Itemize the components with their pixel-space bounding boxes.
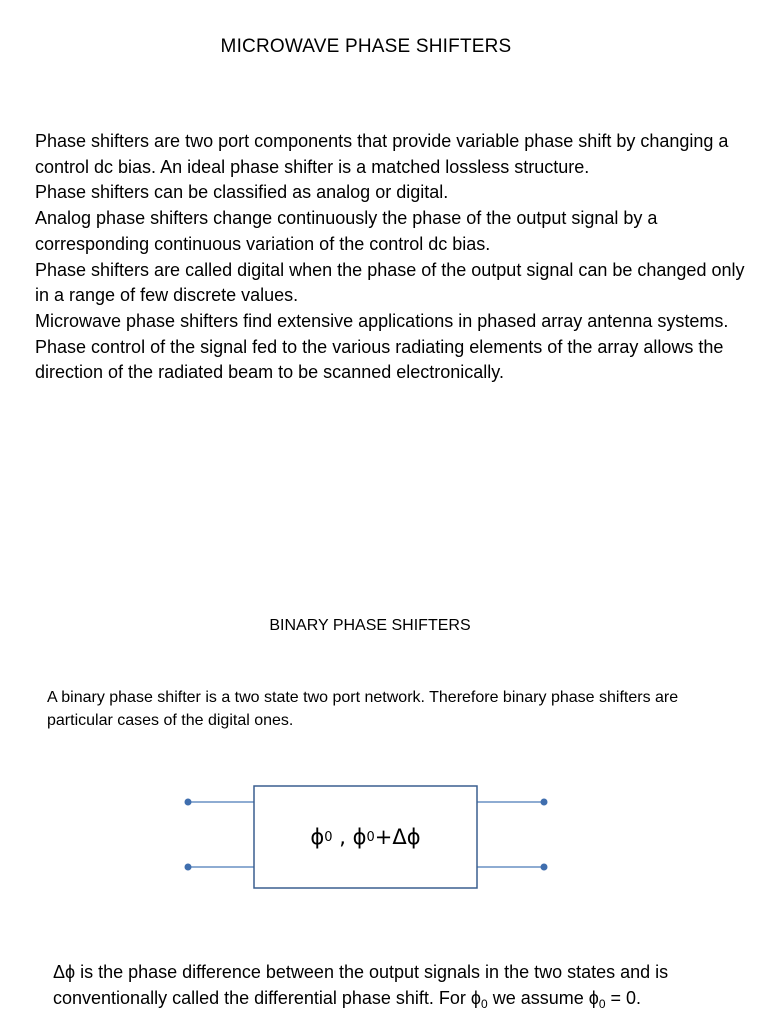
intro-text xyxy=(35,129,747,386)
footer-text-b: we assume xyxy=(487,988,589,1008)
phi-subscript: 0 xyxy=(324,829,333,845)
phi-symbol: ϕ xyxy=(588,988,599,1008)
page-title: MICROWAVE PHASE SHIFTERS xyxy=(220,36,512,57)
delta-phi-term: +Δϕ xyxy=(374,825,421,849)
phi-symbol: ϕ xyxy=(470,988,482,1008)
phi-symbol: ϕ xyxy=(352,825,367,849)
paragraph: Phase shifters are two port components that provide variable phase shift by changing a control dc bias. An ideal phase shifter is a matched lossless structure. xyxy=(35,131,729,177)
phase-states-label xyxy=(254,786,477,888)
output-terminal-bottom xyxy=(541,864,548,871)
input-terminal-top xyxy=(185,799,192,806)
input-terminal-bottom xyxy=(185,864,192,871)
differential-phase-text xyxy=(53,959,753,1017)
paragraph: Phase shifters can be classified as analog or digital. xyxy=(35,182,449,203)
output-terminal-top xyxy=(541,799,548,806)
paragraph: Analog phase shifters change continuously the phase of the output signal by a corresponding continuous variation of the control dc bias. xyxy=(35,208,658,254)
phi-subscript: 0 xyxy=(366,829,375,845)
binary-description: A binary phase shifter is a two state two port network. Therefore binary phase shifters are particular cases of the digital ones. xyxy=(47,689,679,729)
footer-text-a: Δϕ is the phase difference between the output signals in the two states and is conventionally called the differential phase shift. For xyxy=(53,962,669,1008)
label-separator: , xyxy=(332,825,353,849)
section-title: BINARY PHASE SHIFTERS xyxy=(269,617,471,634)
two-port-diagram xyxy=(0,770,768,910)
footer-text-c: = 0. xyxy=(605,988,642,1008)
phi-subscript: 0 xyxy=(598,997,606,1011)
paragraph: Phase shifters are called digital when the phase of the output signal can be changed only in a range of few discrete values. xyxy=(35,259,745,306)
paragraph: Microwave phase shifters find extensive applications in phased array antenna systems. Phase control of the signal fed to the various radiating elements of the array allows the direction of the radiated beam to be scanned electronically. xyxy=(35,310,729,383)
phi-symbol: ϕ xyxy=(310,825,325,849)
phi-subscript: 0 xyxy=(481,997,488,1011)
